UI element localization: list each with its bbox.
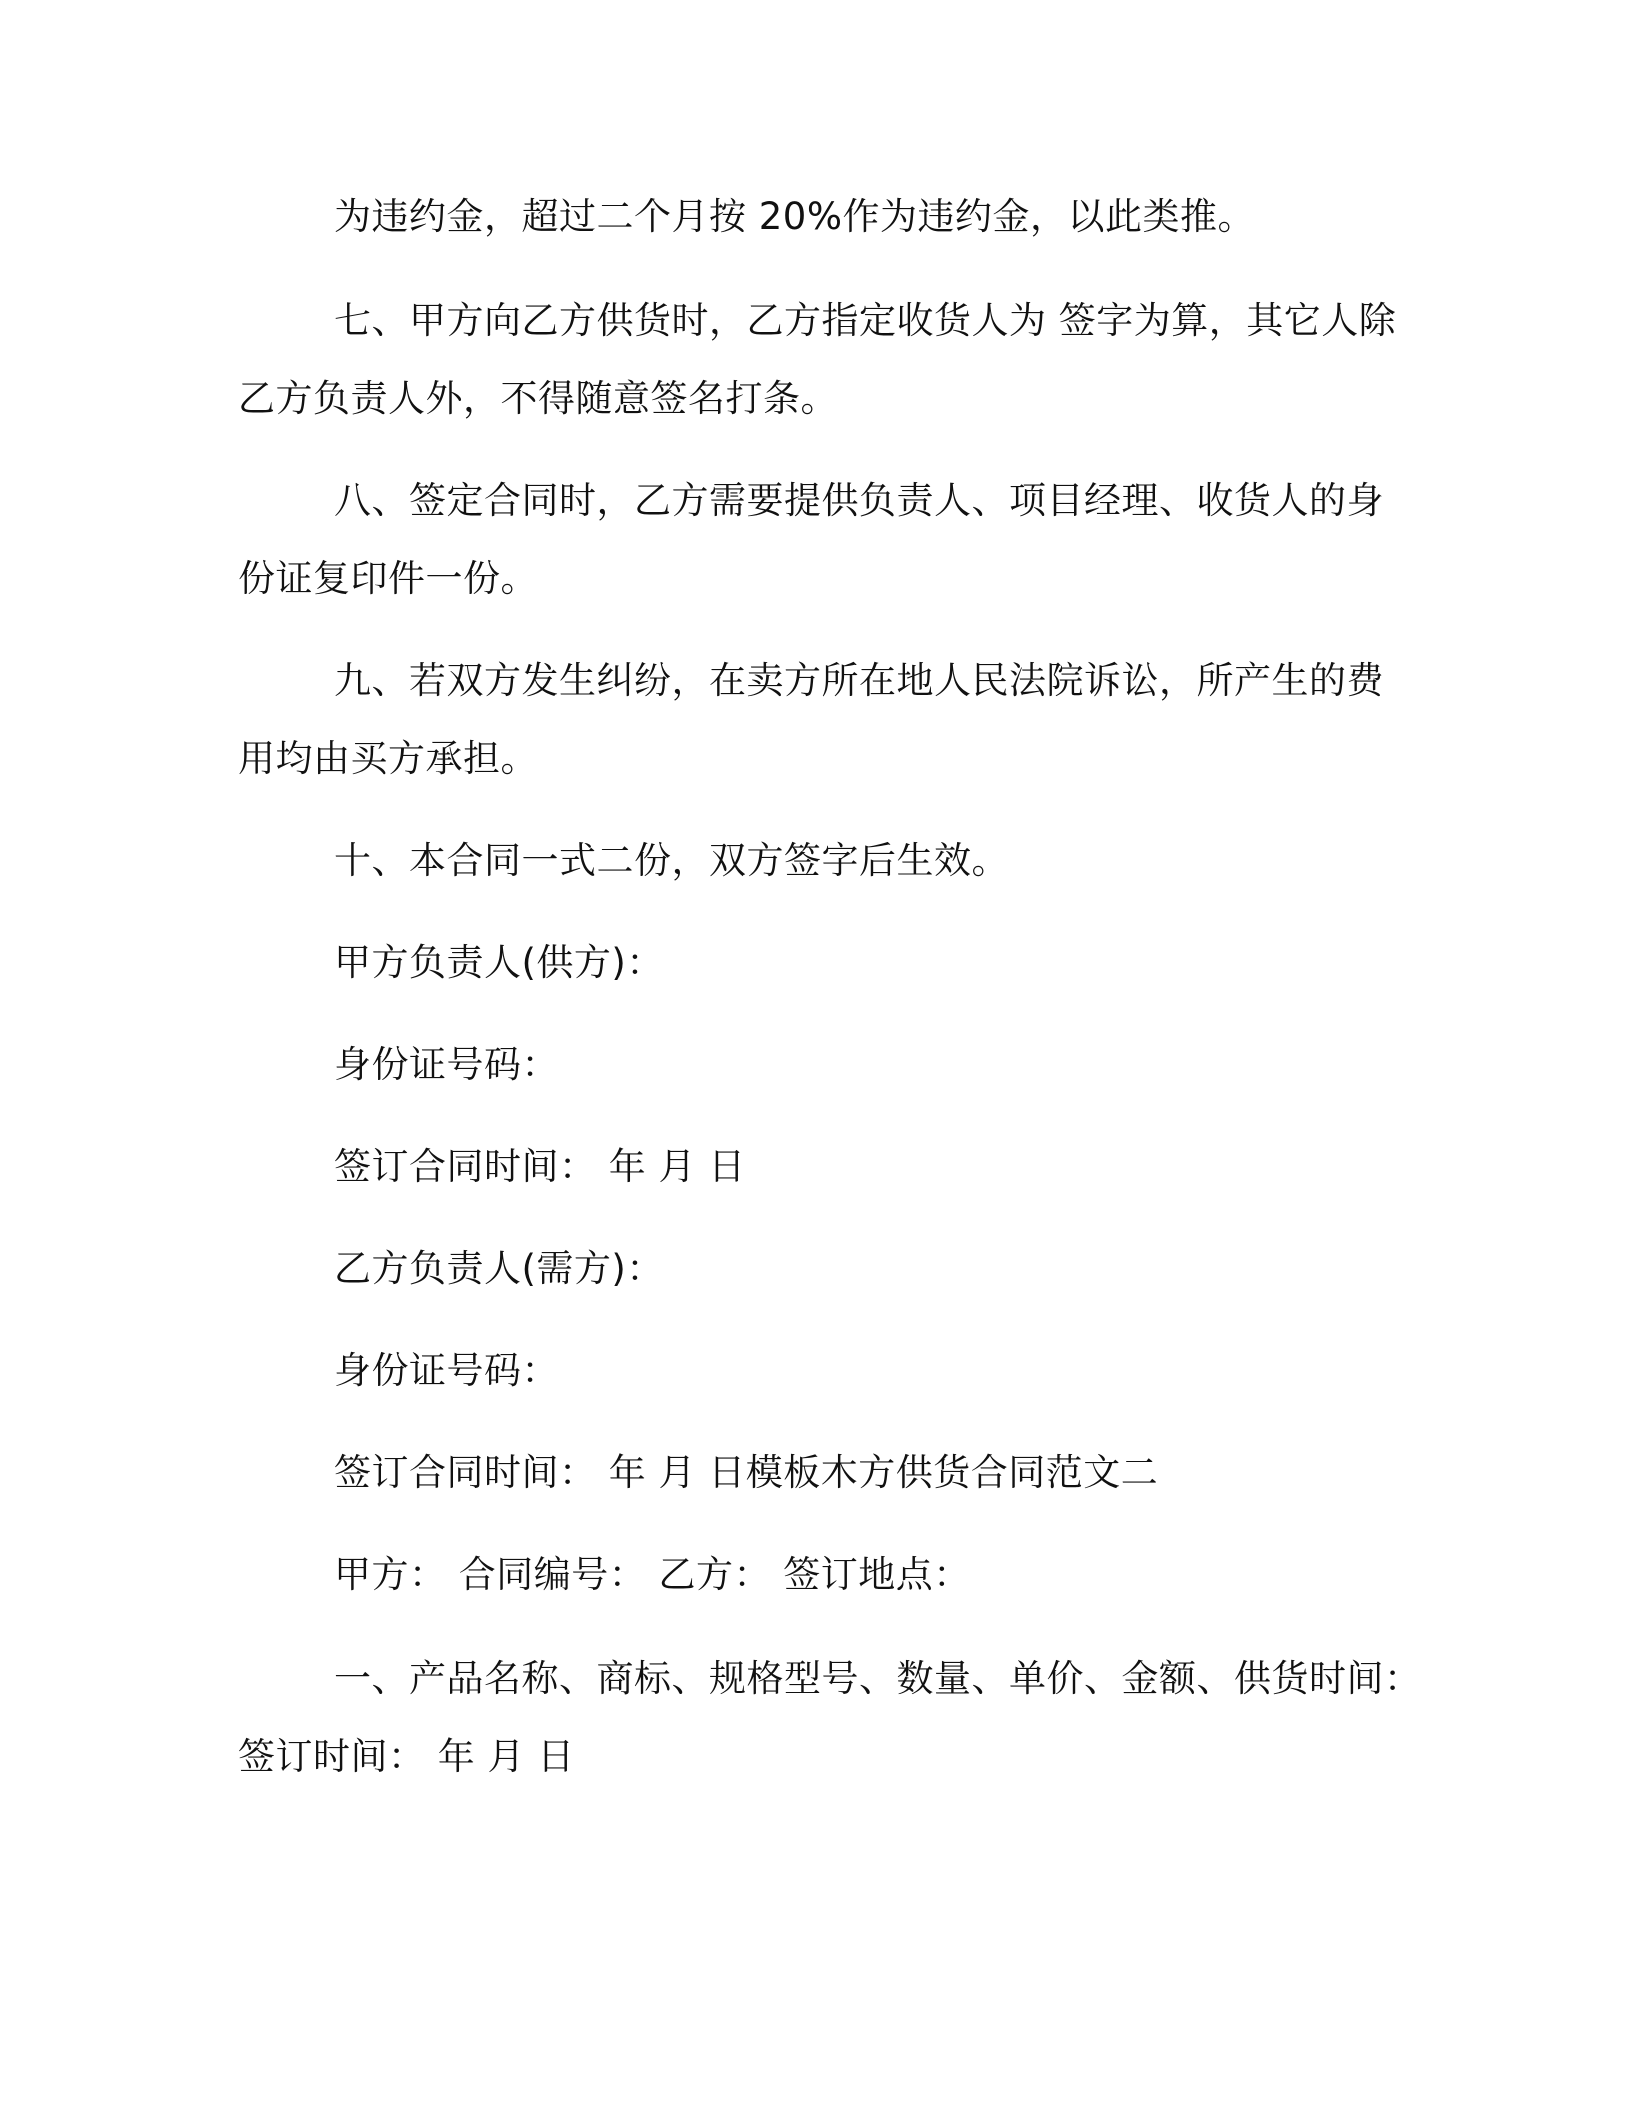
party-a-id-number: 身份证号码： [334, 1043, 559, 1086]
party-b-id-number: 身份证号码： [334, 1349, 559, 1392]
party-a-representative: 甲方负责人(供方)： [334, 941, 664, 984]
party-b-representative: 乙方负责人(需方)： [334, 1247, 664, 1290]
clause-9-line-1: 九、若双方发生纠纷，在卖方所在地人民法院诉讼，所产生的费 [334, 659, 1384, 702]
template-two-clause-1-line-1: 一、产品名称、商标、规格型号、数量、单价、金额、供货时间： [334, 1657, 1422, 1700]
clause-10: 十、本合同一式二份，双方签字后生效。 [334, 839, 1009, 882]
clause-8-line-2: 份证复印件一份。 [238, 557, 538, 600]
clause-8-line-1: 八、签定合同时，乙方需要提供负责人、项目经理、收货人的身 [334, 479, 1384, 522]
clause-7-line-2: 乙方负责人外，不得随意签名打条。 [238, 377, 838, 420]
clause-9-line-2: 用均由买方承担。 [238, 737, 538, 780]
template-two-header-fields: 甲方： 合同编号： 乙方： 签订地点： [334, 1553, 971, 1596]
paragraph-penalty-continuation: 为违约金，超过二个月按 20%作为违约金，以此类推。 [334, 195, 1255, 238]
party-b-sign-date-and-template-title: 签订合同时间： 年 月 日模板木方供货合同范文二 [334, 1451, 1159, 1494]
clause-7-line-1: 七、甲方向乙方供货时，乙方指定收货人为 签字为算，其它人除 [334, 299, 1397, 342]
template-two-clause-1-line-2: 签订时间： 年 月 日 [238, 1735, 575, 1778]
party-a-sign-date: 签订合同时间： 年 月 日 [334, 1145, 746, 1188]
